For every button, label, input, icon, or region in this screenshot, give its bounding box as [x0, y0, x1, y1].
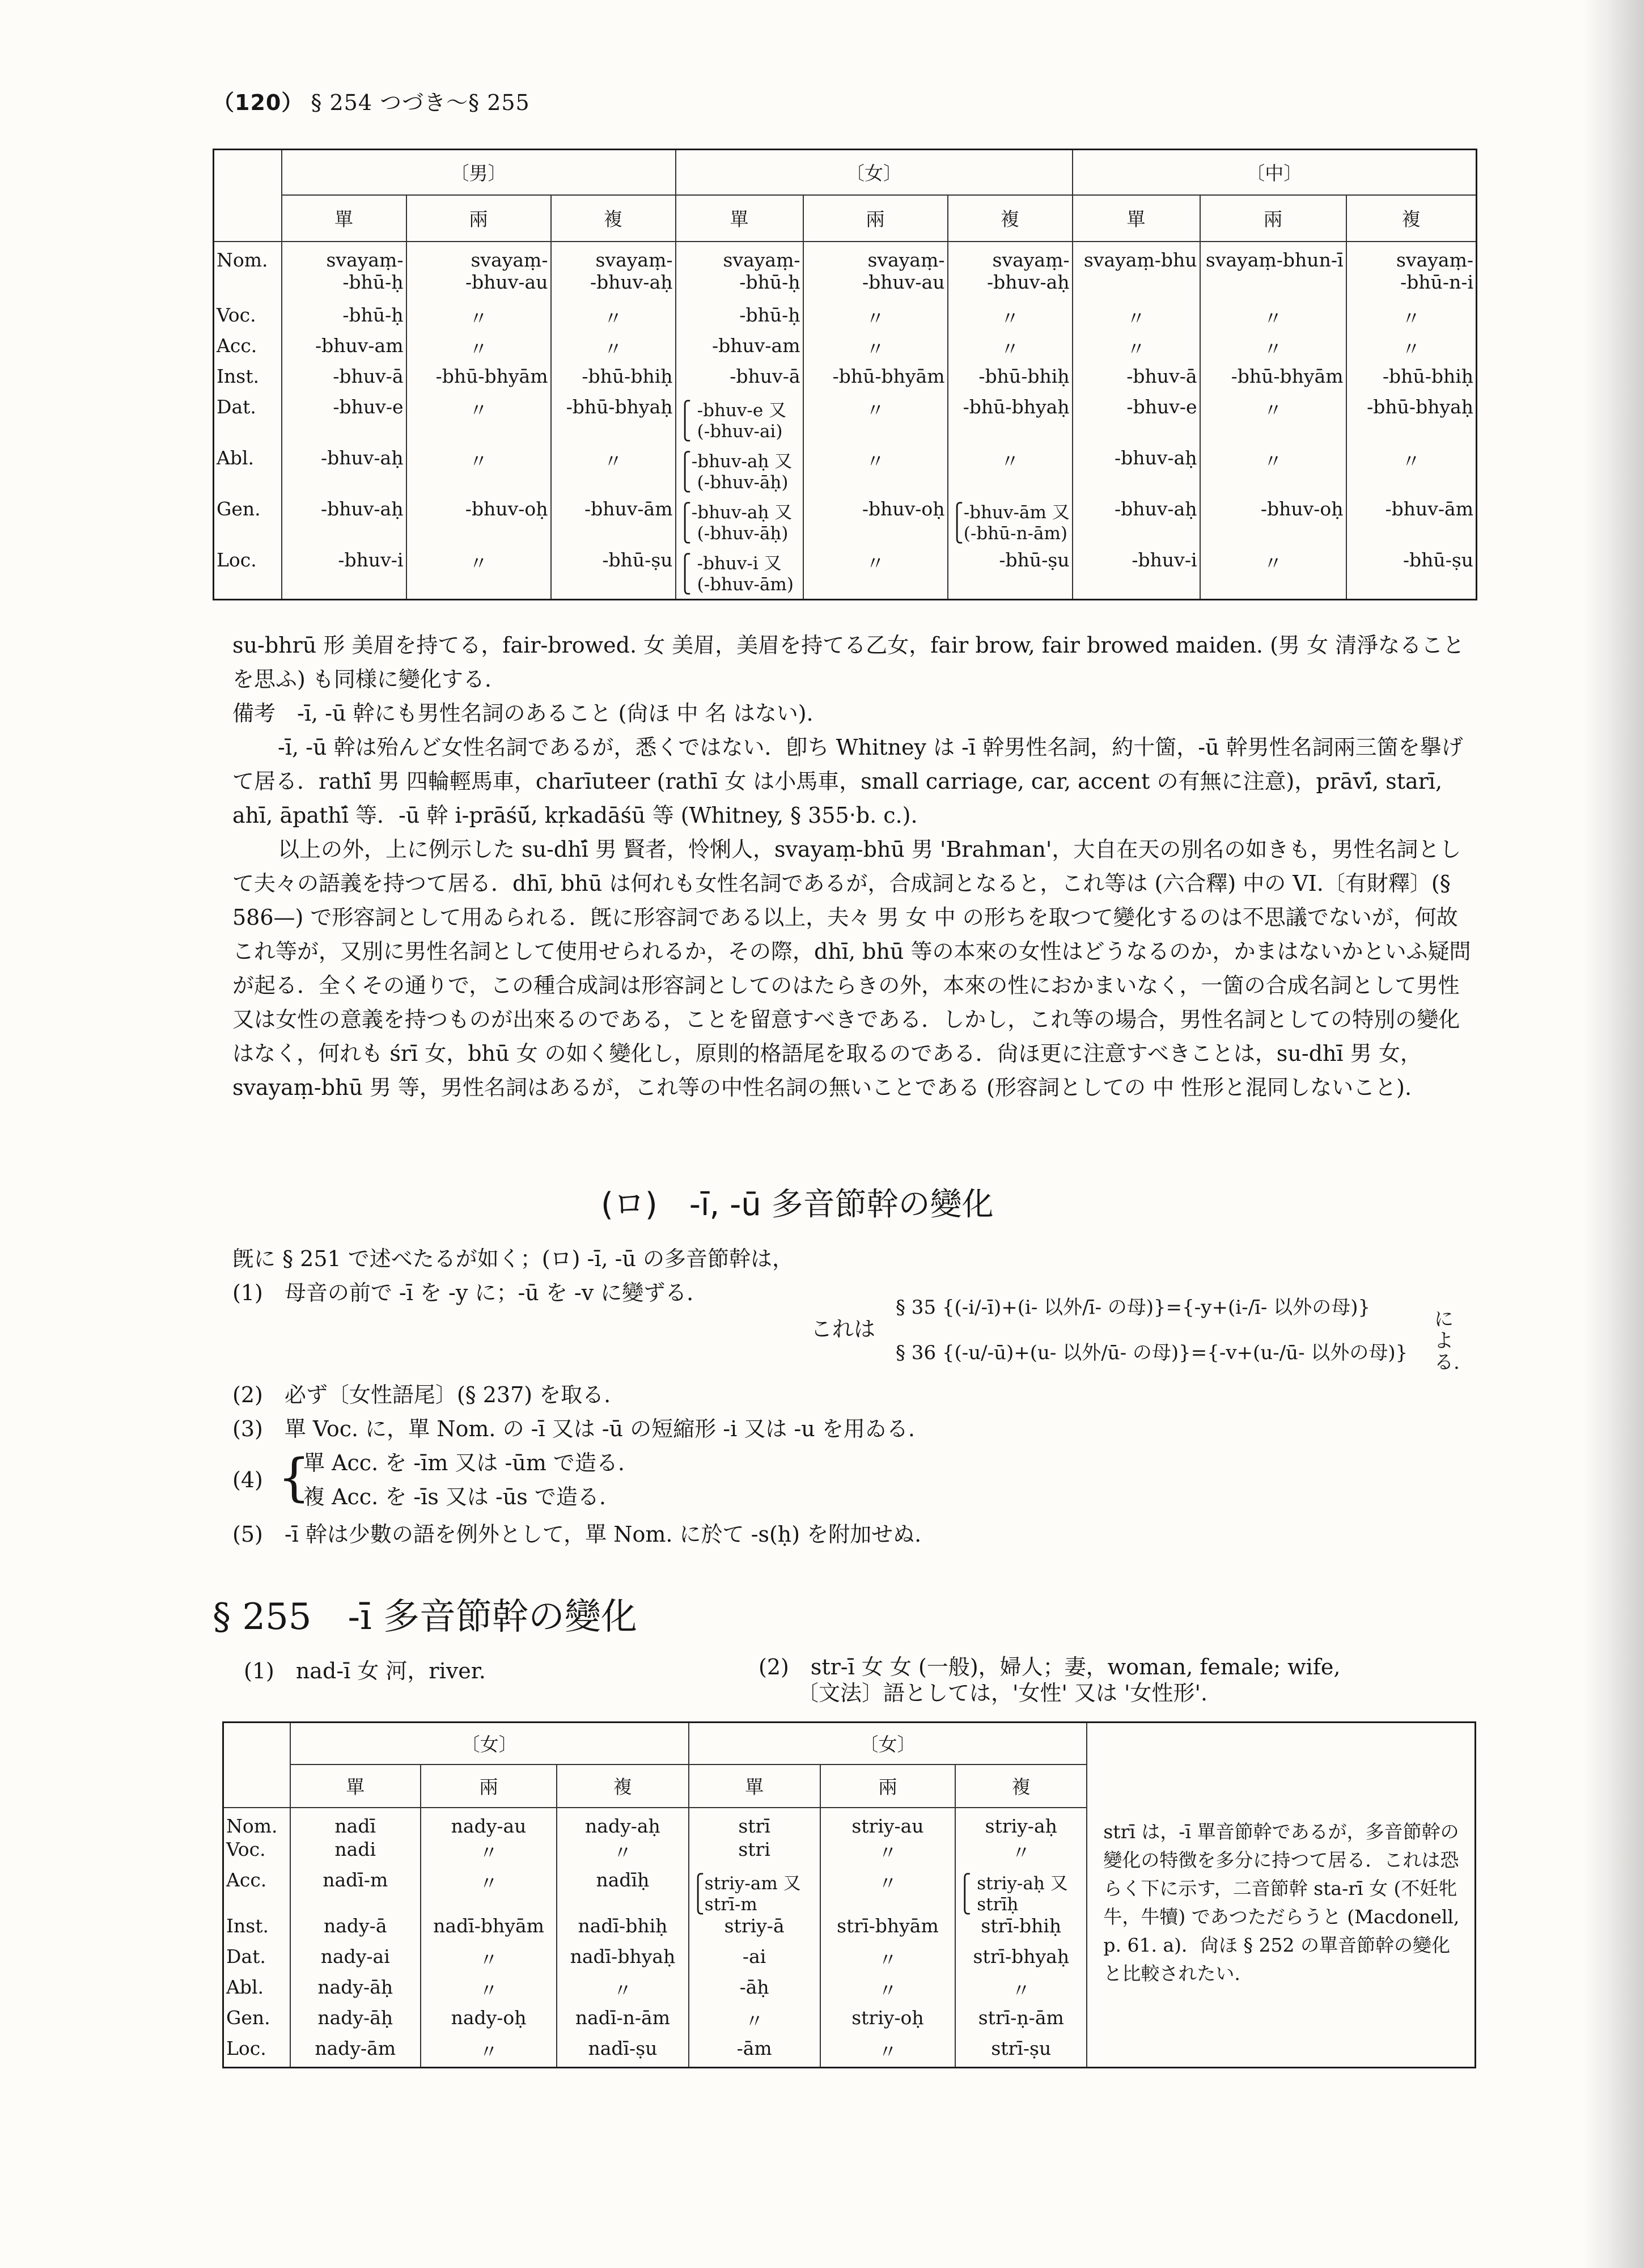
rule-4-label: (4) [232, 1467, 263, 1492]
table-cell: -bhuv-aḥ [282, 447, 406, 498]
table-cell: 〃 [948, 335, 1073, 365]
case-label: Inst. [217, 365, 259, 387]
table-cell: nady-ai [290, 1945, 421, 1976]
table-cell: -bhū-ṣu [551, 549, 676, 600]
cell-line: ⎧striy-am 又 [691, 1873, 801, 1894]
table-cell: 〃 [1200, 447, 1346, 498]
table-cell: -bhū-bhyām [803, 365, 948, 396]
table-cell [406, 242, 551, 304]
table-cell [689, 1869, 820, 1915]
table-cell: 〃 [421, 1976, 557, 2007]
table-cell: nady-ām [290, 2037, 421, 2068]
number-header: 複 [1346, 195, 1477, 242]
case-label: Nom. [226, 1814, 278, 1837]
number-header: 單 [1073, 195, 1200, 242]
table-row [214, 447, 1477, 498]
table-row [214, 365, 1477, 396]
table-cell: striy-aḥ [955, 1808, 1087, 1838]
table-cell: nadī-bhyām [421, 1915, 557, 1945]
table-cell [551, 242, 676, 304]
paragraph-compounds: 以上の外，上に例示した su-dhī́ 男 賢者，怜悧人，svayaṃ-bhū 男 'Brahman'，大自在天の別名の如きも，男性名詞として夫々の語義を持つて居る．dhī, bhū は何れも女性名詞であるが，合成詞となると，これ等は (六合釋) 中の VI.〔有財釋〕(§ 586—) で形容詞として用ゐられる．旣に形容詞である以上，夫々 男 女 中 の形ちを取つて變化するのは不思議でないが，何故これ等が，又別に男性名詞として使用せられるか，その際，dhī, bhū 等の本來の女性はどうなるのか，かまはないかといふ疑問が起る．全くその通りで，この種合成詞は形容詞としてのはたらきの外，本來の性におかまいなく，一箇の合成名詞として男性又は女性の意義を持つものが出來るのである，ことを留意すべきである．しかし，これ等の場合，男性名詞としての特別の變化はなく，何れも śrī 女，bhū 女 の如く變化し，原則的格語尾を取るのである．尙ほ更に注意すべきことは，su-dhī 男 女，svayaṃ-bhū 男 等，男性名詞はあるが，これ等の中性名詞の無いことである (形容詞としての 中 性形と混同しないこと). [232, 837, 1471, 1100]
table-cell: 〃 [1073, 304, 1200, 335]
paragraph-subhru: su-bhrū 形 美眉を持てる，fair-browed. 女 美眉，美眉を持てる乙女，fair brow, fair browed maiden. (男 女 清淨なることを思ふ) も同様に變化する. [232, 633, 1465, 692]
table-cell [948, 242, 1073, 304]
table-cell: 〃 [803, 549, 948, 600]
table-row [214, 304, 1477, 335]
table-cell: 〃 [406, 396, 551, 447]
cell-line: svayaṃ- [992, 248, 1070, 271]
number-header: 兩 [1200, 195, 1346, 242]
cell-line: ⎩strī-m [691, 1894, 757, 1915]
table-cell: 〃 [421, 2037, 557, 2068]
table-cell: 〃 [820, 1869, 955, 1915]
cell-line: ⎩ (-bhuv-āḥ) [678, 523, 789, 544]
page-number: （120） [213, 90, 304, 115]
table-cell [1346, 242, 1477, 304]
table-cell: nady-aḥ [557, 1808, 688, 1838]
cell-line: ⎧ striy-aḥ 又 [958, 1873, 1068, 1894]
number-header: 單 [290, 1765, 421, 1808]
table-cell [676, 498, 803, 549]
cell-line: -bhuv-au [465, 270, 548, 293]
table-cell: svayaṃ-bhu [1073, 242, 1200, 304]
rule-1: (1) 母音の前で -ī を -y に；-ū を -v に變ずる． [232, 1280, 709, 1305]
rule-4a: 單 Acc. を -īm 又は -ūm で造る. [303, 1450, 625, 1475]
example-2 [759, 1654, 1467, 1706]
table-cell [955, 1869, 1087, 1915]
case-label: Dat. [226, 1945, 266, 1967]
table-cell: -bhuv-ām [1346, 498, 1477, 549]
table-cell: 〃 [421, 1945, 557, 1976]
rule-4-brace: { [278, 1448, 311, 1508]
table-cell: -bhuv-ā [282, 365, 406, 396]
table-cell: -bhuv-e [1073, 396, 1200, 447]
cell-line: svayaṃ- [867, 248, 945, 271]
table-cell: striy-oḥ [820, 2007, 955, 2037]
table-cell: 〃 [551, 447, 676, 498]
table-row [214, 335, 1477, 365]
number-header: 單 [282, 195, 406, 242]
table-cell: 〃 [1346, 447, 1477, 498]
table-cell: strī-bhyaḥ [955, 1945, 1087, 1976]
table-cell: 〃 [557, 1976, 688, 2007]
cell-line: ⎧-bhuv-aḥ 又 [678, 502, 793, 523]
table-cell: 〃 [955, 1976, 1087, 2007]
table-cell: 〃 [557, 1838, 688, 1869]
gender-header: 〔女〕 [290, 1723, 689, 1765]
table-cell: -āḥ [689, 1976, 820, 2007]
table-cell: 〃 [1200, 396, 1346, 447]
table-cell: 〃 [803, 304, 948, 335]
table-cell: -bhuv-aḥ [282, 498, 406, 549]
number-header: 兩 [803, 195, 948, 242]
example-2-line1: (2) str-ī 女 女 (一般)，婦人；妻，woman, female; wife, [759, 1655, 1341, 1679]
gender-header: 〔女〕 [689, 1723, 1087, 1765]
table-cell: -bhū-bhiḥ [551, 365, 676, 396]
table-cell: 〃 [551, 335, 676, 365]
table-cell: nadī-m [290, 1869, 421, 1915]
formula-36: § 36 {(-u/-ū)+(u- 以外/ū- の母)}={-v+(u-/ū- 以外の母)} [896, 1342, 1408, 1364]
cell-line: -bhū-ḥ [739, 270, 800, 293]
table-cell [676, 549, 803, 600]
cell-line: ⎧-bhuv-aḥ 又 [678, 451, 793, 472]
scan-edge-shadow [1582, 0, 1644, 2268]
table-cell: strī-bhiḥ [955, 1915, 1087, 1945]
gender-header: 〔女〕 [676, 150, 1073, 195]
table-cell: -bhū-ṣu [1346, 549, 1477, 600]
table-cell [948, 498, 1073, 549]
table-cell: -bhuv-i [282, 549, 406, 600]
paragraph-whitney: -ī, -ū 幹は殆んど女性名詞であるが，悉くではない．卽ち Whitney は -ī 幹男性名詞，約十箇，-ū 幹男性名詞兩三箇を擧げて居る．rathī́ 男 四輪輕馬車，charīuteer (rathī 女 は小馬車，small carriage, car, accent の有無に注意)，prāvī́, starī, ahī, āpathī́ 等．-ū 幹 i-prāśū́, kṛkadāśū 等 (Whitney, § 355‧b. c.). [232, 735, 1463, 828]
table-cell: nady-oḥ [421, 2007, 557, 2037]
table-cell: strī-bhyām [820, 1915, 955, 1945]
table-cell: -bhū-bhyām [1200, 365, 1346, 396]
table-cell [676, 447, 803, 498]
number-header: 單 [689, 1765, 820, 1808]
table-cell [282, 242, 406, 304]
number-header: 兩 [820, 1765, 955, 1808]
table-cell: -bhuv-ā [1073, 365, 1200, 396]
section-ro-intro: 旣に § 251 で述べたるが如く；(ロ) -ī, -ū の多音節幹は， [232, 1246, 794, 1271]
table-cell: 〃 [803, 447, 948, 498]
case-label: Loc. [226, 2037, 266, 2059]
section-ro-rules [232, 1378, 1480, 1446]
example-1: (1) nad-ī 女 河，river. [244, 1658, 486, 1683]
table-cell: -bhū-ḥ [282, 304, 406, 335]
side-header [1087, 1723, 1475, 1808]
cell-line: -bhū-ḥ [342, 270, 404, 293]
side-note: strī は，-ī 單音節幹であるが，多音節幹の變化の特徴を多分に持つて居る．これは恐らく下に示す，二音節幹 sta-rī 女 (不妊牝牛，牛犢) であつただらうと (Macdonell, p. 61. a)．尙ほ § 252 の單音節幹の變化と比較されたい. [1103, 1820, 1460, 1984]
table-cell: 〃 [421, 1838, 557, 1869]
number-header: 複 [557, 1765, 688, 1808]
section-ref: § 254 つづき～§ 255 [311, 90, 530, 115]
number-header: 兩 [421, 1765, 557, 1808]
case-label: Acc. [226, 1868, 267, 1891]
cell-line: ⎧ -bhuv-e 又 [678, 400, 787, 421]
table-cell: 〃 [406, 549, 551, 600]
table-cell: -bhū-bhiḥ [1346, 365, 1477, 396]
rule-4b: 複 Acc. を -īs 又は -ūs で造る. [303, 1484, 606, 1509]
table-cell: 〃 [1200, 549, 1346, 600]
rule-4 [232, 1446, 1026, 1520]
table-cell: -bhuv-ām [551, 498, 676, 549]
case-label: Gen. [217, 497, 261, 520]
table-row [214, 242, 1477, 304]
cell-line: ⎧-bhuv-ām 又 [950, 502, 1070, 523]
section-title-ro: (ロ) -ī, -ū 多音節幹の變化 [601, 1186, 994, 1223]
declension-table-svayambhu [213, 149, 1477, 600]
table-cell: nady-āḥ [290, 2007, 421, 2037]
table-cell: nadī-bhiḥ [557, 1915, 688, 1945]
cell-line: -bhū-n-i [1400, 270, 1474, 293]
rule-2: (2) 必ず〔女性語尾〕(§ 237) を取る. [232, 1382, 611, 1407]
table-cell: -bhū-bhyaḥ [948, 396, 1073, 447]
cell-line: ⎩(-bhū-n-ām) [950, 523, 1067, 544]
table-cell: -bhuv-oḥ [803, 498, 948, 549]
cell-line: ⎩ (-bhuv-ai) [678, 421, 783, 442]
table-cell: -bhuv-oḥ [406, 498, 551, 549]
table-cell: 〃 [1346, 335, 1477, 365]
table-cell: -bhū-bhyām [406, 365, 551, 396]
cell-line: -bhuv-aḥ [987, 270, 1070, 293]
table-cell: striy-au [820, 1808, 955, 1838]
case-label: Acc. [217, 334, 257, 357]
table-cell: -ai [689, 1945, 820, 1976]
table-cell [803, 242, 948, 304]
corner-cell [223, 1723, 290, 1808]
case-label: Abl. [217, 446, 254, 469]
table-cell: svayaṃ-bhun-ī [1200, 242, 1346, 304]
cell-line: -bhuv-aḥ [590, 270, 673, 293]
table-cell: -bhuv-oḥ [1200, 498, 1346, 549]
table-cell: 〃 [948, 304, 1073, 335]
table-cell: nadī-n-ām [557, 2007, 688, 2037]
case-label: Abl. [226, 1975, 264, 1998]
formula-lead: これは [811, 1317, 876, 1342]
side-note-cell [1087, 1808, 1475, 2068]
gender-header: 〔中〕 [1073, 150, 1477, 195]
number-header: 複 [551, 195, 676, 242]
table-row [214, 549, 1477, 600]
table-cell: stri [689, 1838, 820, 1869]
table-cell: nadī-ṣu [557, 2037, 688, 2068]
cell-line: ⎩ (-bhuv-āḥ) [678, 472, 789, 493]
paragraph-remark: 備考 -ī, -ū 幹にも男性名詞のあること (尙ほ 中 名 はない). [232, 701, 813, 726]
table-cell: 〃 [689, 2007, 820, 2037]
table-cell: -bhuv-ā [676, 365, 803, 396]
rule-5: (5) -ī 幹は少數の語を例外として，單 Nom. に於て -s(ḥ) を附加せぬ. [232, 1522, 922, 1547]
table-cell: -bhū-ḥ [676, 304, 803, 335]
rule-3: (3) 單 Voc. に，單 Nom. の -ī 又は -ū の短縮形 -i 又は -u を用ゐる. [232, 1416, 915, 1441]
table-cell: -bhuv-am [676, 335, 803, 365]
number-header: 兩 [406, 195, 551, 242]
section-title-255: § 255 -ī 多音節幹の變化 [213, 1596, 637, 1638]
table-cell: -bhū-bhiḥ [948, 365, 1073, 396]
sandhi-formula [811, 1286, 1474, 1377]
table-cell: 〃 [820, 1945, 955, 1976]
number-header: 複 [955, 1765, 1087, 1808]
corner-cell [214, 150, 282, 242]
table-cell: strī-ṣu [955, 2037, 1087, 2068]
cell-line: svayaṃ- [1396, 248, 1474, 271]
example-2-line2: 〔文法〕語としては，'女性' 又は '女性形'. [797, 1681, 1208, 1706]
table-cell: -bhuv-aḥ [1073, 447, 1200, 498]
table-cell: -bhuv-e [282, 396, 406, 447]
case-label: Inst. [226, 1914, 269, 1937]
table-cell: 〃 [406, 447, 551, 498]
formula-35: § 35 {(-i/-ī)+(i- 以外/ī- の母)}={-y+(i-/ī- 以外の母)} [896, 1296, 1371, 1319]
case-label: Voc. [226, 1838, 266, 1860]
cell-line: -bhuv-au [862, 270, 945, 293]
table-cell: 〃 [1346, 304, 1477, 335]
table-cell: strī-ṇ-ām [955, 2007, 1087, 2037]
table-cell: 〃 [406, 335, 551, 365]
table-cell: 〃 [1073, 335, 1200, 365]
table-cell: -ām [689, 2037, 820, 2068]
formula-tail: による. [1434, 1308, 1460, 1374]
case-label: Gen. [226, 2006, 270, 2029]
cell-line: svayaṃ- [595, 248, 673, 271]
table-cell: strī [689, 1808, 820, 1838]
table-cell [676, 396, 803, 447]
table-cell: nadīḥ [557, 1869, 688, 1915]
cell-line: svayaṃ- [326, 248, 404, 271]
declension-table-nadi-stri [222, 1721, 1476, 2068]
page-header [213, 85, 530, 116]
table-cell: nady-ā [290, 1915, 421, 1945]
table-cell [676, 242, 803, 304]
table-cell: 〃 [551, 304, 676, 335]
table-row [214, 498, 1477, 549]
table-cell: 〃 [421, 1869, 557, 1915]
number-header: 複 [948, 195, 1073, 242]
table-cell: 〃 [1200, 304, 1346, 335]
cell-line: ⎧ -bhuv-i 又 [678, 553, 782, 574]
number-header: 單 [676, 195, 803, 242]
cell-line: ⎩ strīḥ [958, 1894, 1019, 1915]
table-row [214, 396, 1477, 447]
table-cell: 〃 [820, 1976, 955, 2007]
table-cell: 〃 [955, 1838, 1087, 1869]
table-cell: nadī [290, 1808, 421, 1838]
table-cell: 〃 [948, 447, 1073, 498]
table-cell: -bhuv-am [282, 335, 406, 365]
table-cell: -bhū-bhyaḥ [551, 396, 676, 447]
body-text [232, 628, 1474, 1105]
case-label: Loc. [217, 548, 257, 571]
table-cell: 〃 [406, 304, 551, 335]
table-cell: striy-ā [689, 1915, 820, 1945]
table-cell: 〃 [1200, 335, 1346, 365]
case-label: Voc. [217, 303, 256, 326]
table-cell: -bhuv-aḥ [1073, 498, 1200, 549]
table-cell: 〃 [803, 335, 948, 365]
table-cell: 〃 [820, 2037, 955, 2068]
table-cell: nady-āḥ [290, 1976, 421, 2007]
table-cell: -bhū-bhyaḥ [1346, 396, 1477, 447]
cell-line: svayaṃ- [471, 248, 548, 271]
table-cell: -bhuv-i [1073, 549, 1200, 600]
table-cell: nadī-bhyaḥ [557, 1945, 688, 1976]
table-cell: nady-au [421, 1808, 557, 1838]
table-row [223, 1808, 1476, 1838]
table-cell: -bhū-ṣu [948, 549, 1073, 600]
table-cell: 〃 [803, 396, 948, 447]
gender-header: 〔男〕 [282, 150, 676, 195]
cell-line: svayaṃ- [723, 248, 800, 271]
cell-line: ⎩ (-bhuv-ām) [678, 574, 794, 595]
case-label: Dat. [217, 395, 256, 418]
table-cell: 〃 [820, 1838, 955, 1869]
table-cell: nadi [290, 1838, 421, 1869]
case-label: Nom. [217, 248, 268, 271]
